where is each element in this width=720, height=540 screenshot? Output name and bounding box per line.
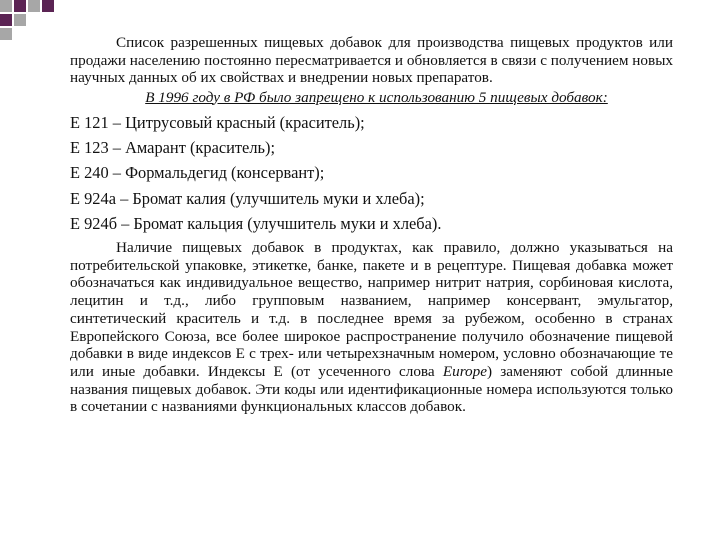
corner-square-1: [0, 0, 12, 12]
slide-content: [70, 34, 673, 416]
list-item: Е 123 – Амарант (краситель);: [70, 138, 276, 158]
banned-heading: В 1996 году в РФ было запрещено к использованию 5 пищевых добавок:: [145, 88, 608, 106]
banned-additives-list: [70, 110, 673, 236]
intro-paragraph: Список разрешенных пищевых добавок для производства пищевых продуктов или продажи населению постоянно пересматривается и обновляется в связи с получением новых научных данных об их свойствах и внедрении новых препаратов.: [70, 34, 673, 86]
corner-square-6: [0, 28, 12, 40]
labeling-text-start: Наличие пищевых добавок в продуктах, как правило, должно указываться на потребительской упаковке, этикетке, банке, пакете и в рецептуре. Пищевая добавка может обозначаться как индивидуальное вещество, например нитрит натрия, сорбиновая кислота, лецитин и т.д., либо групповым названием, например консервант, эмульгатор, синтетический краситель и т.д. в последнее время за рубежом, особенно в странах Европейского Союза, все более широкое распространение получило обозначение пищевой добавки в виде индексов Е с трех- или четырехзначным номером, условно обозначающие те или иные добавки. Индексы Е (от усеченного слова: [70, 239, 673, 380]
list-item: Е 924б – Бромат кальция (улучшитель муки и хлеба).: [70, 213, 442, 233]
europe-emphasis: Europe: [442, 362, 487, 380]
labeling-paragraph: [70, 239, 673, 416]
corner-decoration: [0, 0, 60, 40]
corner-square-2: [14, 0, 26, 12]
list-item: Е 924а – Бромат калия (улучшитель муки и хлеба);: [70, 188, 425, 208]
corner-square-3: [28, 0, 40, 12]
corner-square-4: [0, 14, 12, 26]
list-item: Е 121 – Цитрусовый красный (краситель);: [70, 113, 365, 132]
list-item: Е 240 – Формальдегид (консервант);: [70, 163, 325, 183]
corner-square-7: [42, 0, 54, 12]
corner-square-5: [14, 14, 26, 26]
labeling-text-end: ) заменяют собой длинные названия пищевых добавок. Эти коды или идентификационные номера используются только в сочетании с названиями функциональных классов добавок.: [70, 362, 673, 416]
